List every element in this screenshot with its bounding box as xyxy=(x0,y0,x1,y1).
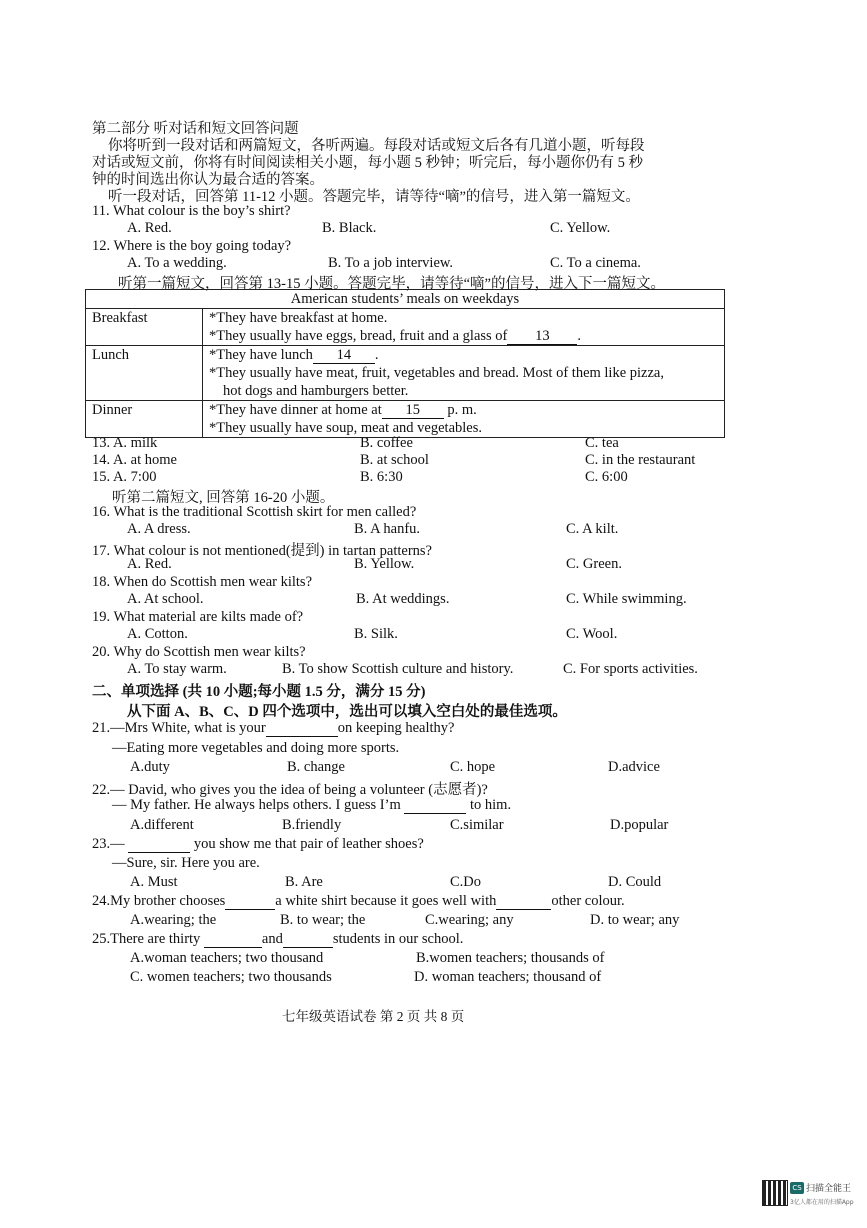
option-b: B. To show Scottish culture and history. xyxy=(282,661,514,677)
row-label-lunch: Lunch xyxy=(86,346,203,401)
question-stem: 19. What material are kilts made of? xyxy=(92,609,304,625)
qr-code-icon xyxy=(762,1180,788,1206)
question-stem: 16. What is the traditional Scottish skirt for men called? xyxy=(92,504,417,520)
instruction-11-12: 听一段对话，回答第 11-12 小题。答题完毕，请等待“嘀”的信号，进入第一篇短文。 xyxy=(108,189,640,205)
option-d: D.advice xyxy=(608,759,660,775)
option-a: A. Red. xyxy=(127,220,172,236)
dinner-line-2: *They usually have soup, meat and vegetables. xyxy=(209,420,483,436)
option-a: A. To stay warm. xyxy=(127,661,227,677)
meals-table xyxy=(85,289,725,438)
option-d: D. Could xyxy=(608,874,662,890)
option-b: B. coffee xyxy=(360,435,413,451)
option-b: B. A hanfu. xyxy=(354,521,421,537)
lunch-line-1: *They have lunch 14 . xyxy=(209,347,379,363)
option-b: B. To a job interview. xyxy=(328,255,454,271)
question-stem: 22.— David, who gives you the idea of being a volunteer (志愿者)? xyxy=(92,782,488,798)
answer-line: —Sure, sir. Here you are. xyxy=(112,855,260,871)
option-d: D.popular xyxy=(610,817,669,833)
intro-line-2: 对话或短文前，你将有时间阅读相关小题，每小题 5 秒钟；听完后，每小题你仍有 5 秒 xyxy=(92,155,643,171)
blank-14: 14 xyxy=(313,348,375,364)
scanner-brand: 扫描全能王 xyxy=(806,1184,852,1194)
breakfast-line-1: *They have breakfast at home. xyxy=(209,310,388,326)
table-caption: American students’ meals on weekdays xyxy=(86,290,725,309)
option-b: B. at school xyxy=(360,452,429,468)
option-a: 15. A. 7:00 xyxy=(92,469,157,485)
scanner-tagline: 3亿人都在用的扫描App xyxy=(790,1199,854,1206)
option-b: B. Black. xyxy=(322,220,377,236)
row-label-breakfast: Breakfast xyxy=(86,309,203,346)
lunch-cell xyxy=(203,346,725,401)
intro-line-1: 你将听到一段对话和两篇短文，各听两遍。每段对话或短文后各有几道小题，听每段 xyxy=(108,138,645,154)
option-c: C. in the restaurant xyxy=(585,452,696,468)
instruction-16-20: 听第二篇短文, 回答第 16-20 小题。 xyxy=(112,490,335,506)
option-b: B. Yellow. xyxy=(354,556,415,572)
answer-line: —Eating more vegetables and doing more sports. xyxy=(112,740,400,756)
option-a: 14. A. at home xyxy=(92,452,177,468)
breakfast-line-2: *They usually have eggs, bread, fruit and a glass of 13 . xyxy=(209,328,581,344)
blank-13: 13 xyxy=(507,329,577,345)
scanner-logo-icon: CS xyxy=(790,1182,804,1194)
option-c: C. For sports activities. xyxy=(563,661,698,677)
option-c: C. 6:00 xyxy=(585,469,628,485)
option-c: C. A kilt. xyxy=(566,521,619,537)
question-stem: 25.There are thirty and students in our school. xyxy=(92,931,464,947)
option-b: B. change xyxy=(287,759,345,775)
option-c: C.Do xyxy=(450,874,482,890)
option-a: A. Cotton. xyxy=(127,626,188,642)
option-c: C. Yellow. xyxy=(550,220,611,236)
answer-line: — My father. He always helps others. I guess I’m to him. xyxy=(112,797,512,813)
option-c: C.wearing; any xyxy=(425,912,514,928)
option-a: A. Must xyxy=(130,874,178,890)
option-c: C. women teachers; two thousands xyxy=(130,969,332,985)
option-a: A. At school. xyxy=(127,591,204,607)
row-label-dinner: Dinner xyxy=(86,401,203,438)
option-b: B. Are xyxy=(285,874,323,890)
option-c: C. Wool. xyxy=(566,626,618,642)
question-stem: 21.—Mrs White, what is your on keeping healthy? xyxy=(92,720,455,736)
lunch-line-2: *They usually have meat, fruit, vegetables and bread. Most of them like pizza, xyxy=(209,365,664,381)
option-b: B.women teachers; thousands of xyxy=(416,950,605,966)
option-a: A. Red. xyxy=(127,556,172,572)
single-choice-instruction: 从下面 A、B、C、D 四个选项中，选出可以填入空白处的最佳选项。 xyxy=(127,704,567,720)
blank-15: 15 xyxy=(382,403,444,419)
question-stem: 24.My brother chooses a white shirt because it goes well with other colour. xyxy=(92,893,625,909)
option-b: B.friendly xyxy=(282,817,342,833)
option-a: A. A dress. xyxy=(127,521,191,537)
question-stem: 23.— you show me that pair of leather shoes? xyxy=(92,836,424,852)
page-footer: 七年级英语试卷 第 2 页 共 8 页 xyxy=(282,1009,465,1024)
question-stem: 20. Why do Scottish men wear kilts? xyxy=(92,644,306,660)
option-c: C. Green. xyxy=(566,556,622,572)
option-c: C. To a cinema. xyxy=(550,255,641,271)
intro-line-3: 钟的时间选出你认为最合适的答案。 xyxy=(92,172,324,188)
question-stem: 11. What colour is the boy’s shirt? xyxy=(92,203,291,219)
option-b: B. At weddings. xyxy=(356,591,450,607)
breakfast-cell xyxy=(203,309,725,346)
option-a: A.different xyxy=(130,817,194,833)
option-b: B. Silk. xyxy=(354,626,398,642)
instruction-13-15: 听第一篇短文，回答第 13-15 小题。答题完毕，请等待“嘀”的信号，进入下一篇短文。 xyxy=(118,276,665,292)
question-stem: 18. When do Scottish men wear kilts? xyxy=(92,574,313,590)
section-title-single-choice: 二、单项选择 (共 10 小题;每小题 1.5 分，满分 15 分) xyxy=(92,684,426,700)
option-c: C. hope xyxy=(450,759,496,775)
dinner-line-1: *They have dinner at home at 15 p. m. xyxy=(209,402,477,418)
option-c: C. tea xyxy=(585,435,619,451)
option-a: A.duty xyxy=(130,759,170,775)
option-a: A.wearing; the xyxy=(130,912,217,928)
option-d: D. woman teachers; thousand of xyxy=(414,969,602,985)
option-b: B. to wear; the xyxy=(280,912,366,928)
dinner-cell xyxy=(203,401,725,438)
question-stem: 17. What colour is not mentioned(提到) in tartan patterns? xyxy=(92,543,432,559)
option-b: B. 6:30 xyxy=(360,469,403,485)
option-c: C.similar xyxy=(450,817,504,833)
section-title: 第二部分 听对话和短文回答问题 xyxy=(92,121,299,137)
option-d: D. to wear; any xyxy=(590,912,680,928)
lunch-line-3: hot dogs and hamburgers better. xyxy=(223,383,409,399)
option-a: A. To a wedding. xyxy=(127,255,227,271)
option-a: 13. A. milk xyxy=(92,435,158,451)
option-a: A.woman teachers; two thousand xyxy=(130,950,324,966)
question-stem: 12. Where is the boy going today? xyxy=(92,238,292,254)
option-c: C. While swimming. xyxy=(566,591,687,607)
